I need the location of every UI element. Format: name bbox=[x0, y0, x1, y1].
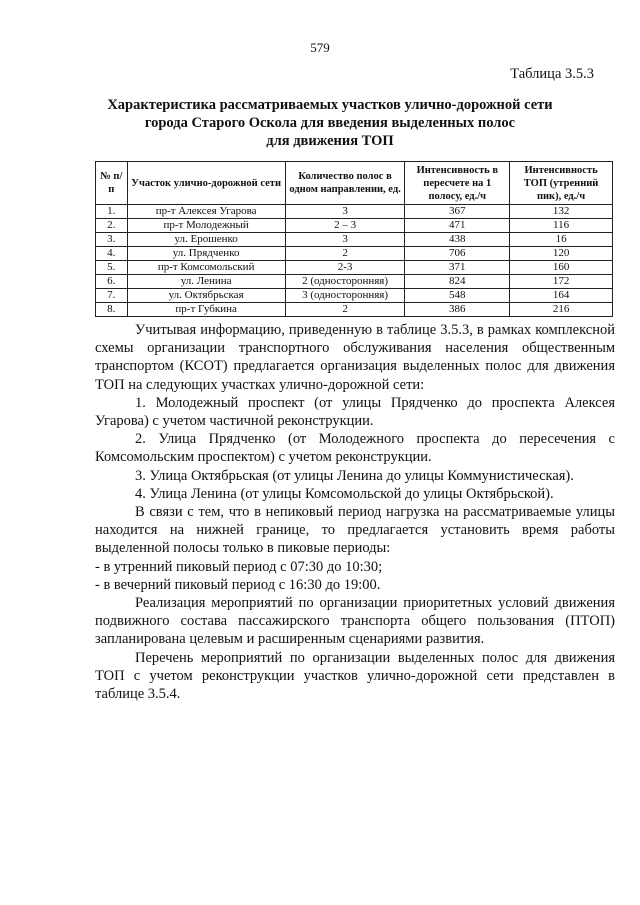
cell-number: 1. bbox=[96, 205, 128, 219]
table-row bbox=[96, 205, 613, 219]
cell-top-intensity: 164 bbox=[510, 289, 613, 303]
list-item-3: 3. Улица Октябрьская (от улицы Ленина до улицы Коммунистическая). bbox=[135, 467, 574, 484]
cell-section: пр-т Губкина bbox=[127, 303, 285, 317]
cell-section: пр-т Алексея Угарова bbox=[127, 205, 285, 219]
header-top-intensity: Интенсивность ТОП (утренний пик), ед./ч bbox=[510, 162, 613, 205]
cell-top-intensity: 120 bbox=[510, 247, 613, 261]
paragraph-implementation: Реализация мероприятий по организации приоритетных условий движения подвижного состава пассажирского транспорта общего пользования (ПТОП) запланирована целевым и расширенным сценариями развития. bbox=[95, 595, 615, 648]
table-row bbox=[96, 275, 613, 289]
cell-section: пр-т Комсомольский bbox=[127, 261, 285, 275]
title-line: для движения ТОП bbox=[266, 133, 394, 149]
cell-intensity: 371 bbox=[405, 261, 510, 275]
cell-lanes: 2 – 3 bbox=[285, 219, 405, 233]
header-section: Участок улично-дорожной сети bbox=[127, 162, 285, 205]
table-row bbox=[96, 233, 613, 247]
cell-top-intensity: 160 bbox=[510, 261, 613, 275]
list-item-1: 1. Молодежный проспект (от улицы Прядченко до проспекта Алексея Угарова) с учетом частичной реконструкции. bbox=[95, 394, 615, 430]
table-row bbox=[96, 247, 613, 261]
page-number: 579 bbox=[310, 40, 330, 55]
table-title bbox=[70, 96, 590, 150]
cell-intensity: 438 bbox=[405, 233, 510, 247]
list-item-4: 4. Улица Ленина (от улицы Комсомольской до улицы Октябрьской). bbox=[135, 485, 554, 502]
peak-period-evening: - в вечерний пиковый период с 16:30 до 19:00. bbox=[95, 576, 381, 593]
cell-lanes: 2 bbox=[285, 247, 405, 261]
cell-number: 8. bbox=[96, 303, 128, 317]
table-body bbox=[96, 205, 613, 317]
table-header-row bbox=[96, 162, 613, 205]
cell-top-intensity: 132 bbox=[510, 205, 613, 219]
cell-lanes: 2-3 bbox=[285, 261, 405, 275]
cell-top-intensity: 216 bbox=[510, 303, 613, 317]
header-lanes: Количество полос в одном направлении, ед. bbox=[285, 162, 405, 205]
cell-top-intensity: 172 bbox=[510, 275, 613, 289]
cell-lanes: 3 bbox=[285, 233, 405, 247]
cell-number: 4. bbox=[96, 247, 128, 261]
title-line: города Старого Оскола для введения выделенных полос bbox=[144, 115, 516, 131]
cell-intensity: 367 bbox=[405, 205, 510, 219]
cell-intensity: 471 bbox=[405, 219, 510, 233]
road-sections-table bbox=[95, 161, 613, 317]
cell-lanes: 3 (односторонняя) bbox=[285, 289, 405, 303]
header-number: № п/п bbox=[96, 162, 128, 205]
list-item-2: 2. Улица Прядченко (от Молодежного проспекта до пересечения с Комсомольским проспектом) с учетом реконструкции. bbox=[95, 431, 615, 466]
header-intensity-per-lane: Интенсивность в пересчете на 1 полосу, ед./ч bbox=[405, 162, 510, 205]
cell-intensity: 386 bbox=[405, 303, 510, 317]
cell-number: 5. bbox=[96, 261, 128, 275]
cell-lanes: 2 (односторонняя) bbox=[285, 275, 405, 289]
cell-intensity: 706 bbox=[405, 247, 510, 261]
cell-number: 7. bbox=[96, 289, 128, 303]
table-row bbox=[96, 303, 613, 317]
cell-lanes: 2 bbox=[285, 303, 405, 317]
title-line: Характеристика рассматриваемых участков улично-дорожной сети bbox=[107, 97, 553, 113]
cell-intensity: 824 bbox=[405, 275, 510, 289]
table-row bbox=[96, 289, 613, 303]
cell-section: ул. Ерошенко bbox=[127, 233, 285, 247]
table-row bbox=[96, 261, 613, 275]
cell-top-intensity: 116 bbox=[510, 219, 613, 233]
cell-section: ул. Октябрьская bbox=[127, 289, 285, 303]
body-text bbox=[95, 321, 615, 703]
table-label: Таблица 3.5.3 bbox=[510, 66, 594, 82]
cell-top-intensity: 16 bbox=[510, 233, 613, 247]
cell-section: ул. Ленина bbox=[127, 275, 285, 289]
table-row bbox=[96, 219, 613, 233]
cell-number: 6. bbox=[96, 275, 128, 289]
cell-lanes: 3 bbox=[285, 205, 405, 219]
cell-number: 3. bbox=[96, 233, 128, 247]
cell-intensity: 548 bbox=[405, 289, 510, 303]
cell-section: ул. Прядченко bbox=[127, 247, 285, 261]
cell-number: 2. bbox=[96, 219, 128, 233]
peak-period-morning: - в утренний пиковый период с 07:30 до 10:30; bbox=[95, 558, 383, 575]
paragraph-intro: Учитывая информацию, приведенную в таблице 3.5.3, в рамках комплексной схемы организации транспортного обслуживания населения общественным транспортом (КСОТ) предлагается организация выделенных полос для движения ТОП на следующих участках улично-дорожной сети: bbox=[95, 322, 615, 393]
paragraph-reference: Перечень мероприятий по организации выделенных полос для движения ТОП с учетом реконструкции участков улично-дорожной сети представлен в таблице 3.5.4. bbox=[95, 649, 615, 703]
paragraph-peak-periods: В связи с тем, что в непиковый период нагрузка на рассматриваемые улицы находится на нижней границе, то предлагается установить время работы выделенной полосы только в пиковые периоды: bbox=[95, 504, 615, 557]
cell-section: пр-т Молодежный bbox=[127, 219, 285, 233]
